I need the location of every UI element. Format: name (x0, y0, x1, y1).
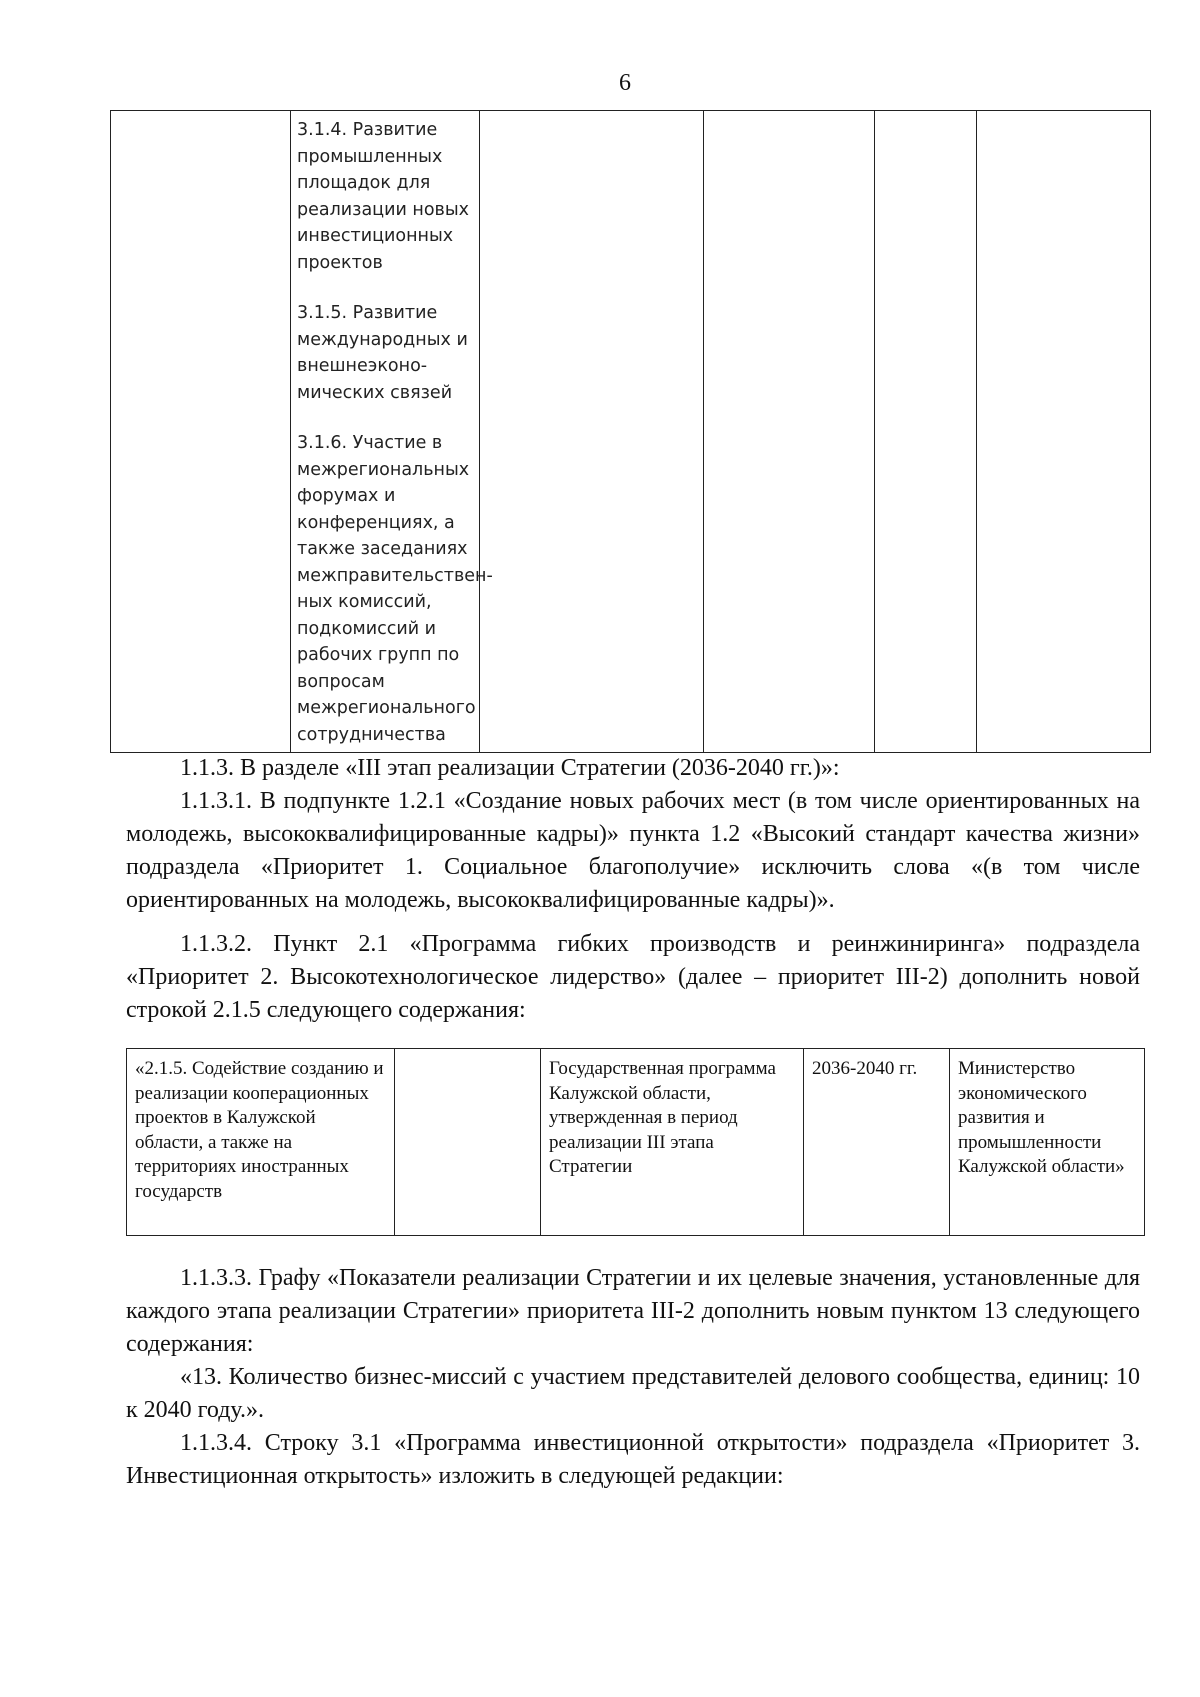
page-number: 6 (619, 70, 631, 96)
table1-subitem-3-1-5: 3.1.5. Развитие международных и внешнеэконо-мических связей (297, 303, 468, 403)
table2-cell-program: Государственная программа Калужской области, утвержденная в период реализации III этапа Стратегии (541, 1049, 804, 1236)
table2-cell-empty (395, 1049, 541, 1236)
table1-subitem-3-1-6: 3.1.6. Участие в межрегиональных форумах и конференциях, а также заседаниях межправительствен-ных комиссий, подкомиссий и рабочих групп по вопросам межрегионального сотрудничества (297, 433, 493, 745)
table1-cell-empty (480, 111, 704, 753)
table1-subitem-3-1-4: 3.1.4. Развитие промышленных площадок для реализации новых инвестиционных проектов (297, 120, 470, 273)
table1-cell-empty (704, 111, 875, 753)
table2-cell-measure: «2.1.5. Содействие созданию и реализации кооперационных проектов в Калужской области, а также на территориях иностранных государств (127, 1049, 395, 1236)
table2-cell-period: 2036-2040 гг. (804, 1049, 950, 1236)
paragraph-1-1-3-4: 1.1.3.4. Строку 3.1 «Программа инвестиционной открытости» подраздела «Приоритет 3. Инвестиционная открытость» изложить в следующей редакции: (126, 1430, 1140, 1489)
table1-cell-empty (977, 111, 1151, 753)
table1-cell-items (111, 111, 493, 753)
new-row-table (126, 1048, 1145, 1236)
paragraph-indicator-13: «13. Количество бизнес-миссий с участием представителей делового сообщества, единиц: 10 к 2040 году.». (126, 1364, 1140, 1423)
table1-cell-empty (875, 111, 977, 753)
paragraph-1-1-3-1: 1.1.3.1. В подпункте 1.2.1 «Создание новых рабочих мест (в том числе ориентированных на молодежь, высококвалифицированные кадры)» пункта 1.2 «Высокий стандарт качества жизни» подраздела «Приоритет 1. Социальное благополучие» исключить слова «(в том числе ориентированных на молодежь, высококвалифицированные кадры)». (126, 788, 1140, 913)
paragraph-1-1-3: 1.1.3. В разделе «III этап реализации Стратегии (2036-2040 гг.)»: (180, 755, 840, 781)
strategy-table-continued (110, 110, 1151, 753)
table1-inner-divider (290, 111, 291, 752)
paragraph-1-1-3-3: 1.1.3.3. Графу «Показатели реализации Стратегии и их целевые значения, установленные для каждого этапа реализации Стратегии» приоритета III-2 дополнить новым пунктом 13 следующего содержания: (126, 1265, 1140, 1357)
paragraph-1-1-3-2: 1.1.3.2. Пункт 2.1 «Программа гибких производств и реинжиниринга» подраздела «Приоритет 2. Высокотехнологическое лидерство» (далее – приоритет III-2) дополнить новой строкой 2.1.5 следующего содержания: (126, 931, 1140, 1023)
table2-cell-responsible: Министерство экономического развития и промышленности Калужской области» (950, 1049, 1145, 1236)
